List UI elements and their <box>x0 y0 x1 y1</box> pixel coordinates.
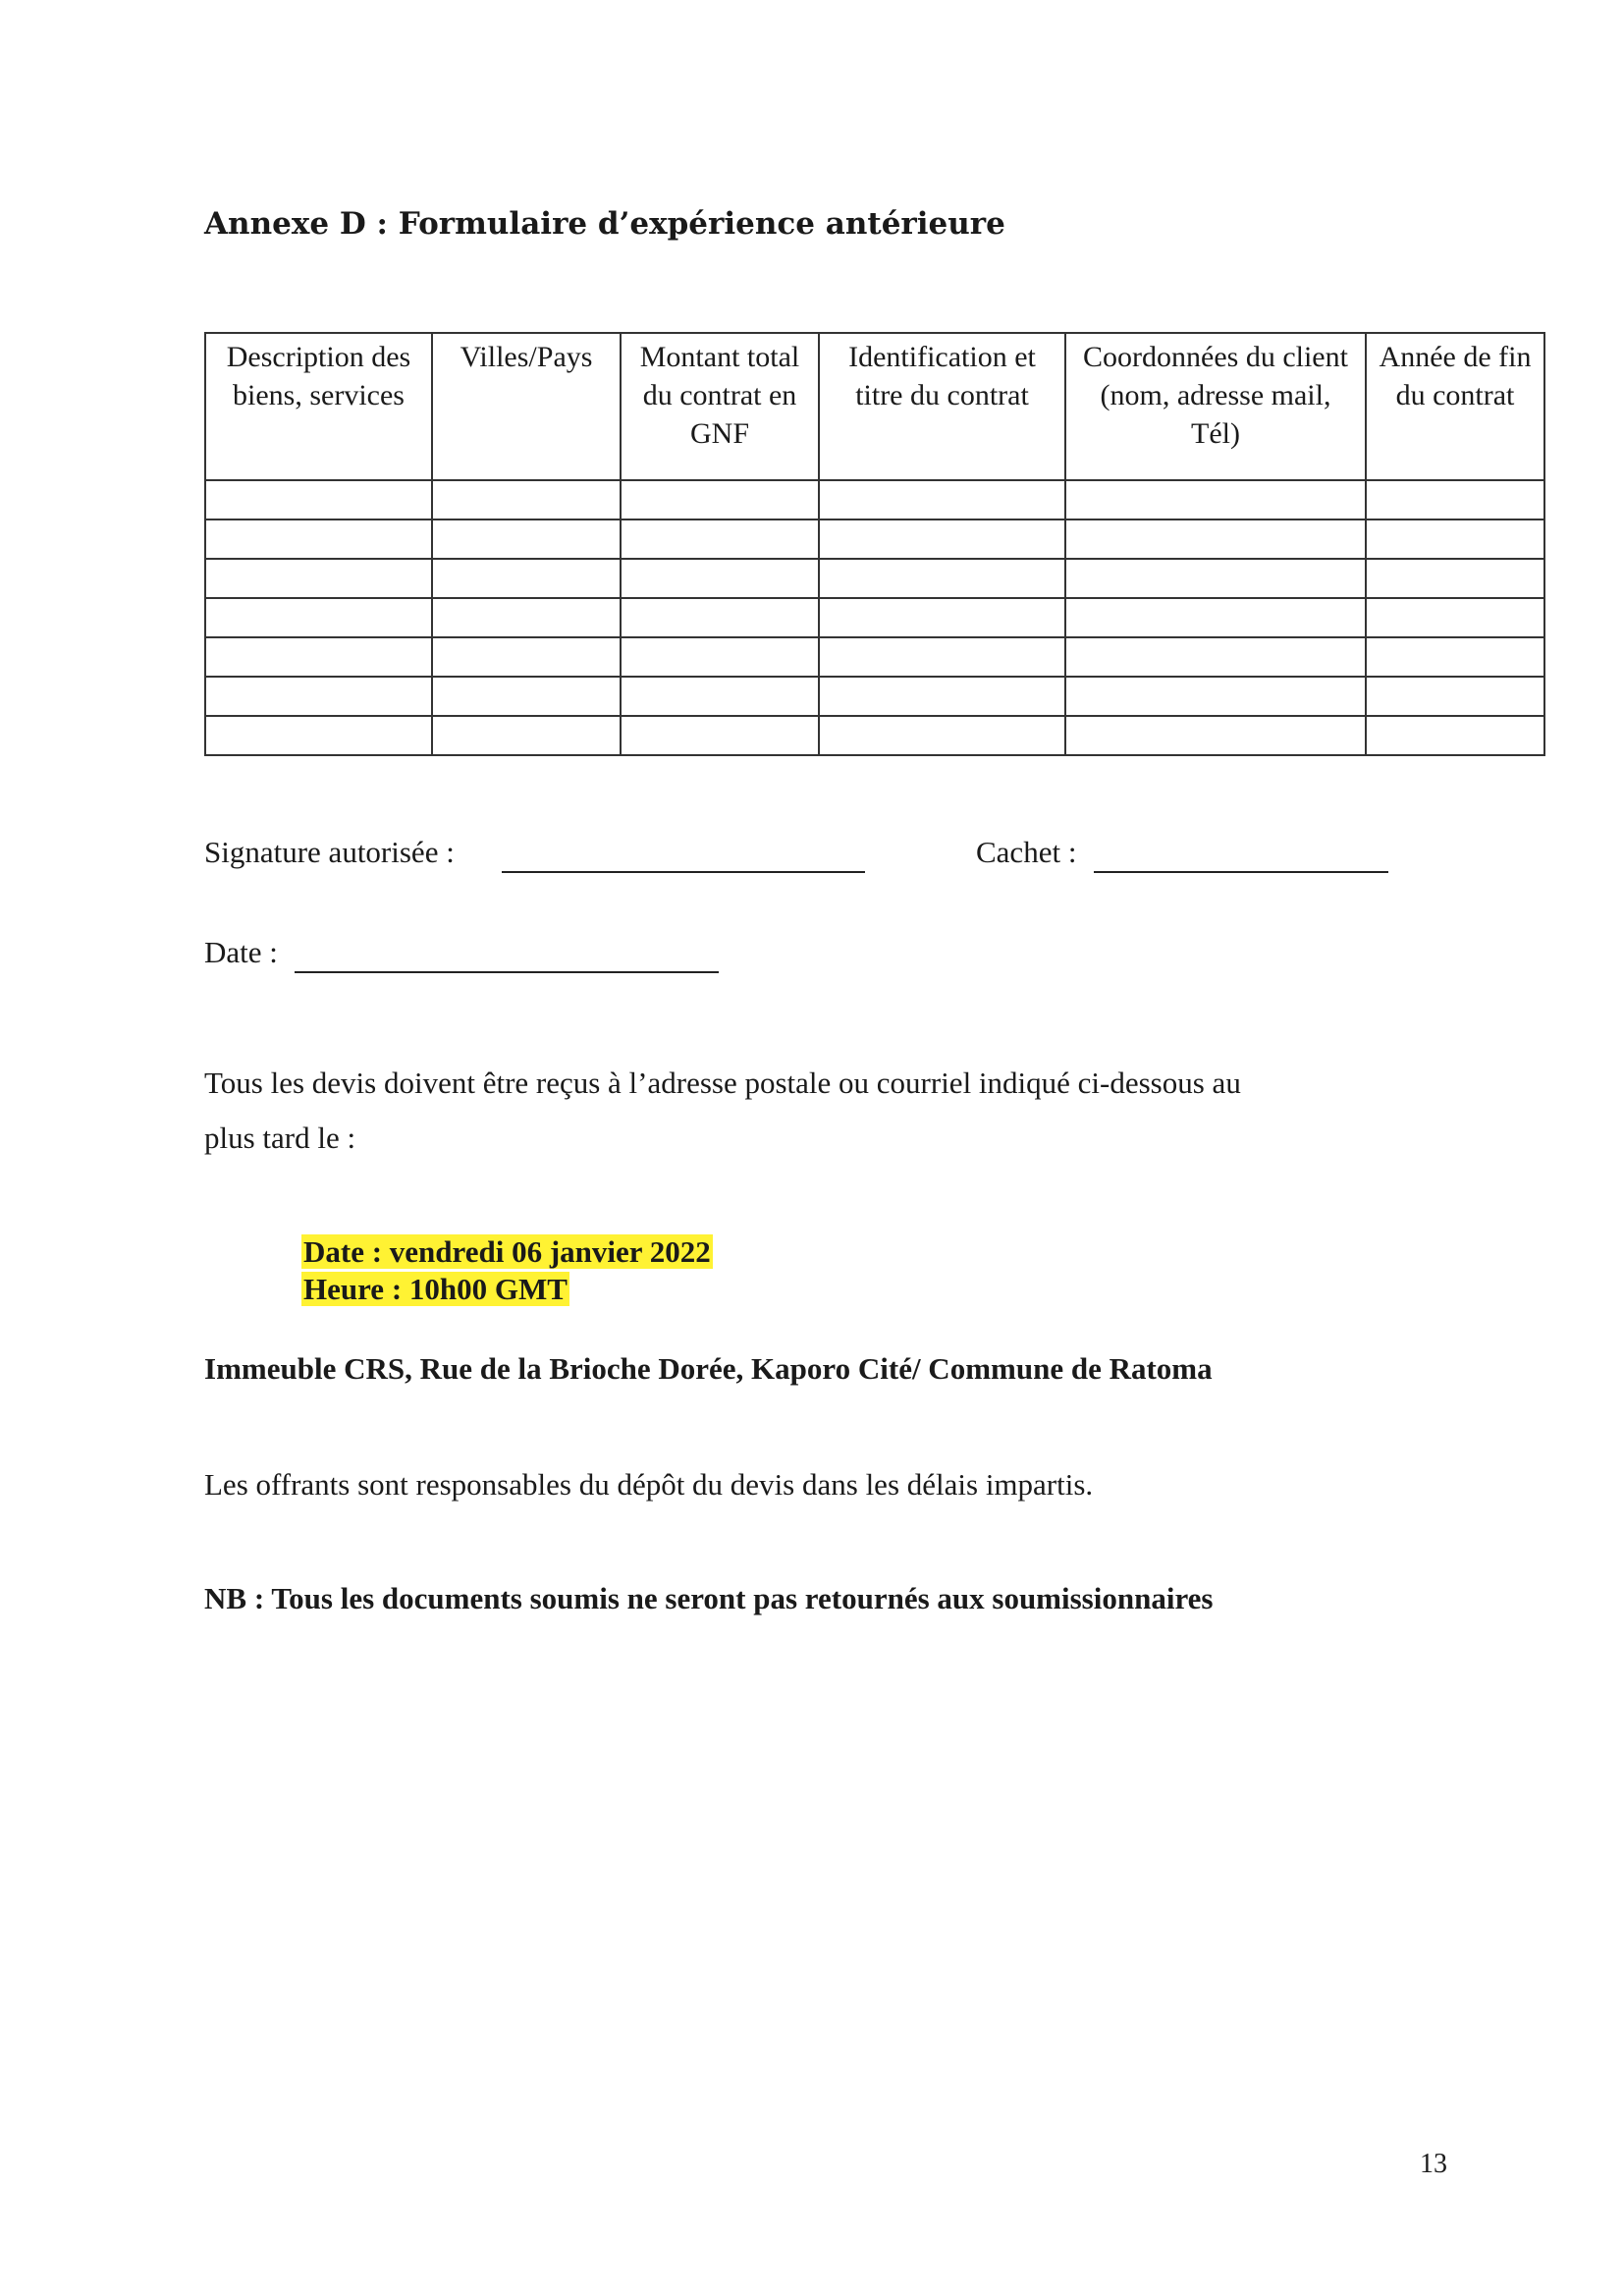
table-cell[interactable] <box>432 716 621 755</box>
experience-table <box>204 332 1545 756</box>
table-body <box>205 480 1544 755</box>
table-cell[interactable] <box>1366 716 1544 755</box>
table-row <box>205 519 1544 559</box>
table-cell[interactable] <box>819 559 1065 598</box>
table-cell[interactable] <box>205 716 432 755</box>
table-row <box>205 559 1544 598</box>
table-cell[interactable] <box>621 716 819 755</box>
instruction-line-1: Tous les devis doivent être reçus à l’adresse postale ou courriel indiqué ci-dessous au <box>204 1066 1241 1100</box>
table-cell[interactable] <box>819 677 1065 716</box>
responsibility-line: Les offrants sont responsables du dépôt du devis dans les délais impartis. <box>204 1467 1094 1502</box>
signature-field[interactable] <box>502 871 865 873</box>
table-row <box>205 716 1544 755</box>
table-cell[interactable] <box>621 637 819 677</box>
deadline-date: Date : vendredi 06 janvier 2022 <box>303 1234 711 1269</box>
table-cell[interactable] <box>1065 559 1366 598</box>
table-cell[interactable] <box>1065 677 1366 716</box>
table-cell[interactable] <box>205 637 432 677</box>
table-cell[interactable] <box>621 559 819 598</box>
table-cell[interactable] <box>1366 480 1544 519</box>
table-cell[interactable] <box>432 519 621 559</box>
table-row <box>205 677 1544 716</box>
table-cell[interactable] <box>205 519 432 559</box>
table-cell[interactable] <box>205 598 432 637</box>
cachet-field[interactable] <box>1094 871 1388 873</box>
table-cell[interactable] <box>819 598 1065 637</box>
note-line: NB : Tous les documents soumis ne seront pas retournés aux soumissionnaires <box>204 1581 1214 1615</box>
table-cell[interactable] <box>1366 519 1544 559</box>
table-cell[interactable] <box>819 519 1065 559</box>
table-cell[interactable] <box>1065 480 1366 519</box>
table-cell[interactable] <box>205 480 432 519</box>
address-line: Immeuble CRS, Rue de la Brioche Dorée, Kaporo Cité/ Commune de Ratoma <box>204 1351 1213 1386</box>
table-cell[interactable] <box>621 598 819 637</box>
table-cell[interactable] <box>1065 598 1366 637</box>
cachet-label: Cachet : <box>976 835 1077 869</box>
table-cell[interactable] <box>621 519 819 559</box>
table-cell[interactable] <box>819 637 1065 677</box>
table-cell[interactable] <box>205 677 432 716</box>
table-cell[interactable] <box>1065 637 1366 677</box>
table-cell[interactable] <box>819 716 1065 755</box>
deadline-block <box>301 1233 713 1308</box>
table-cell[interactable] <box>1065 716 1366 755</box>
page-number: 13 <box>1420 2149 1447 2179</box>
table-row <box>205 637 1544 677</box>
header-annee: Année de fin du contrat <box>1366 333 1544 480</box>
table-header-row <box>205 333 1544 480</box>
header-montant: Montant total du contrat en GNF <box>621 333 819 480</box>
date-label: Date : <box>204 935 278 969</box>
header-villes-pays: Villes/Pays <box>432 333 621 480</box>
instruction-line-2: plus tard le : <box>204 1121 356 1155</box>
table-cell[interactable] <box>1366 559 1544 598</box>
table-cell[interactable] <box>432 598 621 637</box>
table-cell[interactable] <box>432 559 621 598</box>
table-cell[interactable] <box>819 480 1065 519</box>
table-cell[interactable] <box>432 637 621 677</box>
date-field[interactable] <box>295 971 719 973</box>
header-identification: Identification et titre du contrat <box>819 333 1065 480</box>
table-cell[interactable] <box>621 677 819 716</box>
table-row <box>205 598 1544 637</box>
signature-label: Signature autorisée : <box>204 835 455 869</box>
table-cell[interactable] <box>432 677 621 716</box>
table-cell[interactable] <box>205 559 432 598</box>
table-cell[interactable] <box>621 480 819 519</box>
header-coordonnees: Coordonnées du client (nom, adresse mail, Tél) <box>1065 333 1366 480</box>
header-description: Description des biens, services <box>205 333 432 480</box>
table-cell[interactable] <box>1065 519 1366 559</box>
table-row <box>205 480 1544 519</box>
table-cell[interactable] <box>1366 598 1544 637</box>
annex-title: Annexe D : Formulaire d’expérience antérieure <box>204 206 1005 242</box>
table-cell[interactable] <box>1366 677 1544 716</box>
deadline-time: Heure : 10h00 GMT <box>303 1272 568 1306</box>
table-cell[interactable] <box>1366 637 1544 677</box>
table-cell[interactable] <box>432 480 621 519</box>
